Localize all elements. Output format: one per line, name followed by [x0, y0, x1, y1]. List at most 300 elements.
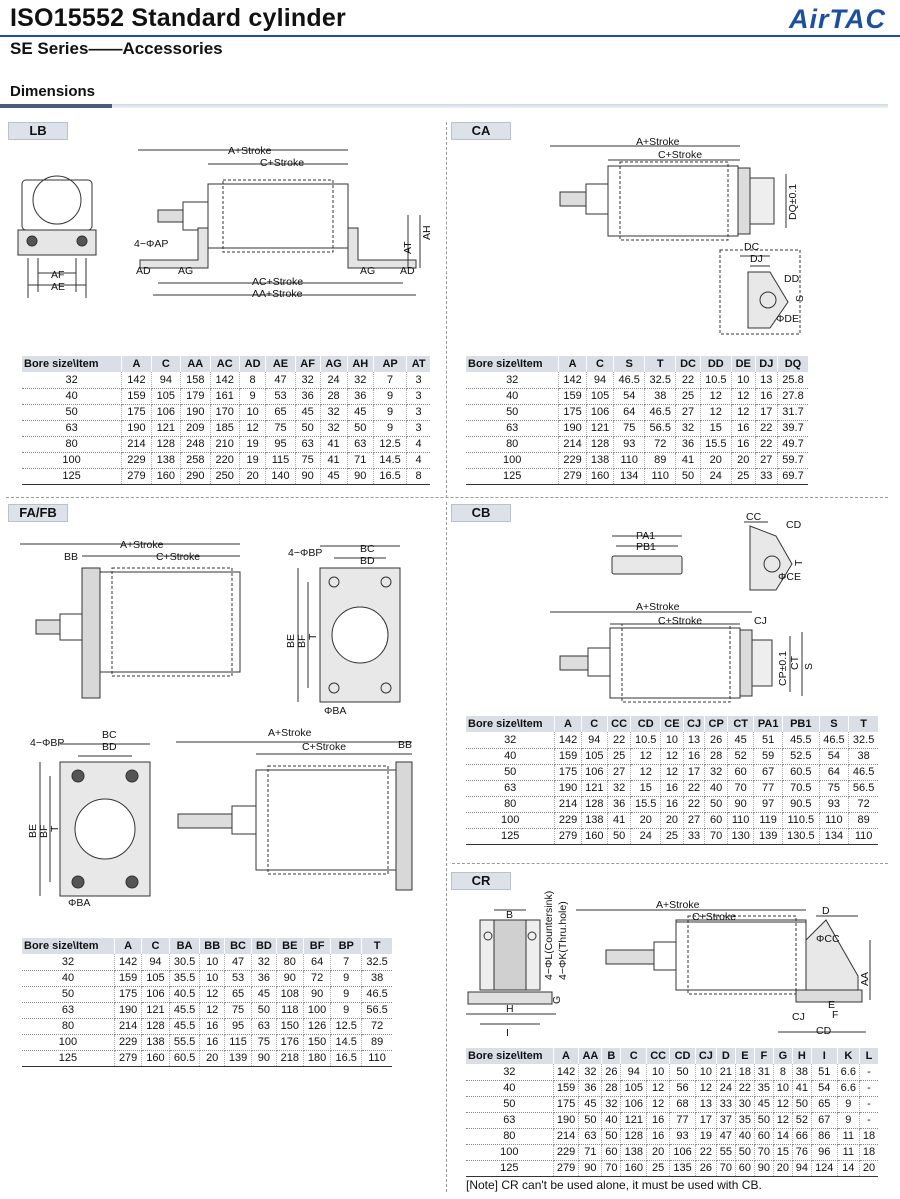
table-cell: 55.5: [169, 1034, 200, 1050]
table-cell: 138: [586, 452, 613, 468]
cb-label: PB1: [636, 541, 656, 553]
table-cell: 56: [670, 1080, 696, 1096]
table-cell: 9: [331, 1002, 362, 1018]
lb-label: AF: [51, 269, 65, 281]
table-cell: 55: [716, 1144, 735, 1160]
table-cell: 22: [607, 732, 630, 748]
table-row: [466, 748, 878, 764]
table-cell: 24: [631, 828, 661, 844]
cr-note: [Note] CR can't be used alone, it must be used with CB.: [466, 1178, 762, 1192]
table-cell: 70: [728, 780, 754, 796]
table-cell: 10: [695, 1064, 716, 1080]
table-cell: 159: [559, 388, 586, 404]
column-header: CD: [631, 716, 661, 732]
table-cell: 38: [362, 970, 392, 986]
column-header: CC: [647, 1048, 670, 1064]
table-cell: 75: [266, 420, 295, 436]
table-cell: 30.5: [169, 954, 200, 970]
table-cell: 30: [735, 1096, 754, 1112]
table-cell: 12: [731, 388, 755, 404]
table-cell: 94: [621, 1064, 647, 1080]
column-header: S: [614, 356, 645, 372]
table-cell: 24: [320, 372, 347, 388]
bore-size-cell: 100: [22, 452, 122, 468]
table-cell: 75: [224, 1002, 251, 1018]
table-cell: 290: [181, 468, 210, 484]
table-cell: 229: [114, 1034, 141, 1050]
fafb-label: BF: [38, 824, 50, 838]
table-cell: 20: [731, 452, 755, 468]
column-header: AP: [373, 356, 406, 372]
fafb-label: BD: [360, 555, 375, 567]
table-cell: 248: [181, 436, 210, 452]
table-cell: 36: [579, 1080, 602, 1096]
table-cell: 75: [614, 420, 645, 436]
ca-table: [466, 356, 808, 485]
table-cell: 229: [122, 452, 151, 468]
table-row: [466, 468, 808, 484]
table-cell: 128: [142, 1018, 169, 1034]
column-header: BF: [303, 938, 330, 954]
table-cell: 45: [252, 986, 276, 1002]
cr-label: F: [832, 1009, 839, 1021]
tag-fafb: FA/FB: [8, 504, 68, 522]
table-cell: 67: [754, 764, 783, 780]
column-header: S: [819, 716, 849, 732]
table-cell: 32.5: [849, 732, 878, 748]
column-header: AH: [347, 356, 373, 372]
lb-label: 4−ΦAP: [134, 238, 169, 250]
table-cell: 135: [670, 1160, 696, 1176]
table-cell: 110: [645, 468, 676, 484]
tag-cb: CB: [451, 504, 511, 522]
cb-label: ΦCE: [778, 571, 801, 583]
table-cell: 56.5: [362, 1002, 392, 1018]
table-cell: 160: [586, 468, 613, 484]
fafb-drawing: [20, 532, 420, 922]
table-cell: 32: [676, 420, 701, 436]
table-cell: 119: [754, 812, 783, 828]
cr-label: 4−ΦK(Thru.hole): [557, 901, 569, 980]
column-header: Bore size\Item: [22, 356, 122, 372]
table-cell: 159: [114, 970, 141, 986]
table-cell: 50: [754, 1112, 773, 1128]
table-cell: 33: [755, 468, 777, 484]
column-header: D: [716, 1048, 735, 1064]
column-header: C: [586, 356, 613, 372]
table-cell: 214: [122, 436, 151, 452]
column-header: Bore size\Item: [466, 716, 555, 732]
brand-logo: AirTAC: [789, 4, 886, 34]
table-cell: 106: [142, 986, 169, 1002]
table-cell: 32: [320, 420, 347, 436]
column-header: PA1: [754, 716, 783, 732]
fafb-label: A+Stroke: [120, 539, 164, 551]
table-cell: 22: [683, 796, 704, 812]
table-cell: 45.5: [783, 732, 820, 748]
table-cell: 50: [705, 796, 728, 812]
tag-cr: CR: [451, 872, 511, 890]
table-cell: 71: [579, 1144, 602, 1160]
table-cell: 54: [811, 1080, 837, 1096]
lb-label: AC+Stroke: [252, 276, 304, 288]
table-cell: 64: [303, 954, 330, 970]
column-header: A: [559, 356, 586, 372]
table-cell: 89: [645, 452, 676, 468]
table-cell: 110: [819, 812, 849, 828]
table-cell: 160: [151, 468, 180, 484]
table-cell: 12: [731, 404, 755, 420]
table-cell: 65: [224, 986, 251, 1002]
table-row: [22, 468, 430, 484]
table-cell: 65: [811, 1096, 837, 1112]
fafb-label: BC: [360, 543, 375, 555]
table-cell: 8: [407, 468, 430, 484]
bore-size-cell: 63: [466, 780, 555, 796]
lb-label: AA+Stroke: [252, 288, 303, 300]
table-cell: 32.5: [645, 372, 676, 388]
table-cell: 14: [773, 1128, 792, 1144]
table-cell: 6.6: [837, 1064, 859, 1080]
table-cell: 159: [122, 388, 151, 404]
fafb-label: BD: [102, 741, 117, 753]
table-cell: 10: [200, 970, 224, 986]
table-cell: 250: [210, 468, 239, 484]
table-cell: 56.5: [849, 780, 878, 796]
table-cell: 70: [705, 828, 728, 844]
table-cell: 12: [631, 764, 661, 780]
table-cell: 63: [579, 1128, 602, 1144]
table-cell: 209: [181, 420, 210, 436]
cr-label: ΦCC: [816, 933, 840, 945]
column-header: F: [754, 1048, 773, 1064]
column-header: AE: [266, 356, 295, 372]
table-cell: 15.5: [631, 796, 661, 812]
row-divider: [6, 497, 888, 498]
column-header: AT: [407, 356, 430, 372]
column-header: K: [837, 1048, 859, 1064]
column-header: T: [645, 356, 676, 372]
table-cell: 89: [849, 812, 878, 828]
table-row: [466, 1144, 878, 1160]
table-header-row: [22, 938, 392, 954]
table-cell: 185: [210, 420, 239, 436]
column-header: DD: [700, 356, 731, 372]
table-cell: 33: [683, 828, 704, 844]
table-cell: 94: [586, 372, 613, 388]
cb-label: CC: [746, 511, 762, 523]
table-row: [466, 732, 878, 748]
table-cell: 279: [114, 1050, 141, 1066]
table-cell: 63: [252, 1018, 276, 1034]
table-row: [466, 780, 878, 796]
table-cell: 95: [266, 436, 295, 452]
table-header-row: [466, 1048, 878, 1064]
fafb-label: BF: [296, 634, 308, 648]
table-cell: 27: [607, 764, 630, 780]
table-cell: 175: [555, 764, 581, 780]
bore-size-cell: 40: [466, 748, 555, 764]
table-cell: 12: [700, 404, 731, 420]
table-cell: 94: [792, 1160, 811, 1176]
table-cell: 20: [239, 468, 265, 484]
column-header: DQ: [777, 356, 808, 372]
column-header: Bore size\Item: [466, 1048, 553, 1064]
table-cell: 11: [837, 1144, 859, 1160]
table-cell: 22: [695, 1144, 716, 1160]
table-cell: 72: [362, 1018, 392, 1034]
table-cell: 71: [347, 452, 373, 468]
table-cell: 45: [754, 1096, 773, 1112]
table-cell: 33: [716, 1096, 735, 1112]
cb-label: CD: [786, 519, 802, 531]
table-cell: 72: [849, 796, 878, 812]
column-header: A: [122, 356, 151, 372]
table-cell: 20: [647, 1144, 670, 1160]
cb-label: CP±0.1: [777, 651, 789, 686]
fafb-label: C+Stroke: [156, 551, 201, 563]
table-cell: 150: [303, 1034, 330, 1050]
table-cell: 3: [407, 372, 430, 388]
lb-label: AG: [360, 265, 376, 277]
table-cell: 15: [773, 1144, 792, 1160]
cr-label: AA: [859, 971, 871, 986]
table-cell: 93: [670, 1128, 696, 1144]
column-header: BB: [200, 938, 224, 954]
table-cell: 130: [728, 828, 754, 844]
table-cell: 50: [607, 828, 630, 844]
table-cell: 51: [754, 732, 783, 748]
table-cell: 175: [559, 404, 586, 420]
table-cell: 27: [676, 404, 701, 420]
table-cell: 10: [200, 954, 224, 970]
table-cell: 47: [266, 372, 295, 388]
table-cell: 37: [716, 1112, 735, 1128]
table-row: [466, 1128, 878, 1144]
table-cell: 130.5: [783, 828, 820, 844]
table-cell: 41: [320, 436, 347, 452]
fafb-label: T: [307, 633, 319, 640]
table-cell: 41: [676, 452, 701, 468]
table-cell: 31: [754, 1064, 773, 1080]
table-cell: 22: [683, 780, 704, 796]
table-cell: 50: [735, 1144, 754, 1160]
table-cell: 218: [276, 1050, 303, 1066]
table-cell: 70: [754, 1144, 773, 1160]
table-cell: 25.8: [777, 372, 808, 388]
table-cell: 38: [792, 1064, 811, 1080]
table-cell: 14: [837, 1160, 859, 1176]
table-cell: 138: [151, 452, 180, 468]
table-cell: 229: [553, 1144, 579, 1160]
table-cell: 45: [347, 404, 373, 420]
table-cell: 76: [792, 1144, 811, 1160]
table-cell: 27: [755, 452, 777, 468]
table-cell: 12: [631, 748, 661, 764]
cb-label: C+Stroke: [658, 615, 703, 627]
column-header: I: [811, 1048, 837, 1064]
fafb-label: BB: [64, 551, 79, 563]
table-cell: 175: [553, 1096, 579, 1112]
table-cell: 190: [559, 420, 586, 436]
lb-label: AD: [400, 265, 415, 277]
table-cell: 52.5: [783, 748, 820, 764]
table-cell: 3: [407, 420, 430, 436]
table-cell: 24: [716, 1080, 735, 1096]
table-cell: 9: [373, 420, 406, 436]
table-cell: 12: [200, 986, 224, 1002]
table-row: [466, 452, 808, 468]
bore-size-cell: 80: [466, 796, 555, 812]
ca-label: DC: [744, 241, 760, 253]
table-cell: 46.5: [849, 764, 878, 780]
column-header: CJ: [683, 716, 704, 732]
table-cell: 139: [754, 828, 783, 844]
bore-size-cell: 50: [466, 404, 559, 420]
row-divider: [452, 863, 888, 864]
column-header: G: [773, 1048, 792, 1064]
table-cell: 52: [728, 748, 754, 764]
table-cell: 45: [295, 404, 320, 420]
table-cell: 279: [555, 828, 581, 844]
table-cell: 12: [647, 1096, 670, 1112]
column-header: T: [362, 938, 392, 954]
table-cell: 9: [837, 1096, 859, 1112]
fafb-label: T: [49, 825, 61, 832]
table-cell: 106: [621, 1096, 647, 1112]
lb-label: C+Stroke: [260, 157, 305, 169]
cr-label: CD: [816, 1025, 832, 1037]
ca-label: ΦDE: [776, 313, 799, 325]
table-cell: 39.7: [777, 420, 808, 436]
table-cell: 66: [792, 1128, 811, 1144]
table-cell: 35.5: [169, 970, 200, 986]
table-cell: 40.5: [169, 986, 200, 1002]
table-cell: 59: [754, 748, 783, 764]
column-header: CD: [670, 1048, 696, 1064]
table-cell: 93: [614, 436, 645, 452]
table-cell: 13: [755, 372, 777, 388]
table-cell: 16: [661, 780, 684, 796]
table-cell: 12: [200, 1002, 224, 1018]
table-cell: 214: [114, 1018, 141, 1034]
table-cell: 10.5: [631, 732, 661, 748]
bore-size-cell: 32: [466, 372, 559, 388]
bore-size-cell: 50: [22, 986, 114, 1002]
column-header: AF: [295, 356, 320, 372]
table-cell: 41: [792, 1080, 811, 1096]
table-cell: 160: [142, 1050, 169, 1066]
cr-drawing: [466, 880, 876, 1042]
cb-label: S: [803, 662, 815, 670]
table-cell: 150: [276, 1018, 303, 1034]
table-cell: 110: [849, 828, 878, 844]
table-cell: 8: [239, 372, 265, 388]
cr-label: B: [506, 909, 514, 921]
table-cell: 75: [295, 452, 320, 468]
column-header: AA: [579, 1048, 602, 1064]
table-cell: 36: [347, 388, 373, 404]
table-cell: 64: [819, 764, 849, 780]
table-cell: 41: [607, 812, 630, 828]
table-cell: 47: [716, 1128, 735, 1144]
fafb-label: BC: [102, 729, 117, 741]
table-cell: 60.5: [783, 764, 820, 780]
table-cell: 279: [553, 1160, 579, 1176]
table-cell: 121: [142, 1002, 169, 1018]
cb-drawing: [540, 510, 830, 710]
table-cell: 214: [553, 1128, 579, 1144]
table-cell: 21: [716, 1064, 735, 1080]
table-cell: 12: [661, 764, 684, 780]
table-cell: 15.5: [700, 436, 731, 452]
table-cell: 27: [683, 812, 704, 828]
table-header-row: [22, 356, 430, 372]
table-cell: 15: [631, 780, 661, 796]
bore-size-cell: 63: [466, 420, 559, 436]
column-header: C: [581, 716, 607, 732]
table-cell: 40: [735, 1128, 754, 1144]
table-header-row: [466, 716, 878, 732]
heading-rule: [0, 104, 888, 108]
bore-size-cell: 40: [466, 1080, 553, 1096]
table-row: [22, 1018, 392, 1034]
table-cell: 50: [792, 1096, 811, 1112]
bore-size-cell: 80: [466, 436, 559, 452]
table-row: [22, 404, 430, 420]
ca-drawing: [520, 132, 820, 348]
table-row: [466, 1080, 878, 1096]
table-cell: 72: [303, 970, 330, 986]
table-row: [22, 372, 430, 388]
section-heading: Dimensions: [10, 83, 96, 100]
bore-size-cell: 80: [22, 1018, 114, 1034]
table-cell: 159: [555, 748, 581, 764]
table-cell: 25: [607, 748, 630, 764]
tag-lb: LB: [8, 122, 68, 140]
table-cell: 18: [859, 1128, 878, 1144]
table-cell: 9: [373, 388, 406, 404]
table-cell: 32.5: [362, 954, 392, 970]
ca-label: S: [794, 294, 806, 302]
table-cell: 60: [705, 812, 728, 828]
table-cell: 17: [683, 764, 704, 780]
table-cell: 4: [407, 452, 430, 468]
table-cell: 16: [661, 796, 684, 812]
table-cell: 258: [181, 452, 210, 468]
table-cell: 46.5: [362, 986, 392, 1002]
table-cell: 32: [705, 764, 728, 780]
table-cell: 36: [607, 796, 630, 812]
table-cell: 19: [695, 1128, 716, 1144]
table-cell: 70: [716, 1160, 735, 1176]
table-row: [22, 986, 392, 1002]
table-cell: 121: [581, 780, 607, 796]
column-header: L: [859, 1048, 878, 1064]
cr-label: D: [822, 905, 830, 917]
table-cell: 279: [122, 468, 151, 484]
table-cell: 50: [252, 1002, 276, 1018]
column-header: DE: [731, 356, 755, 372]
table-cell: -: [859, 1080, 878, 1096]
fafb-label: BB: [398, 739, 413, 751]
table-cell: 60: [602, 1144, 621, 1160]
table-cell: 12: [773, 1112, 792, 1128]
table-cell: 10: [731, 372, 755, 388]
table-cell: 12: [700, 388, 731, 404]
table-cell: 279: [559, 468, 586, 484]
fafb-label: C+Stroke: [302, 741, 347, 753]
